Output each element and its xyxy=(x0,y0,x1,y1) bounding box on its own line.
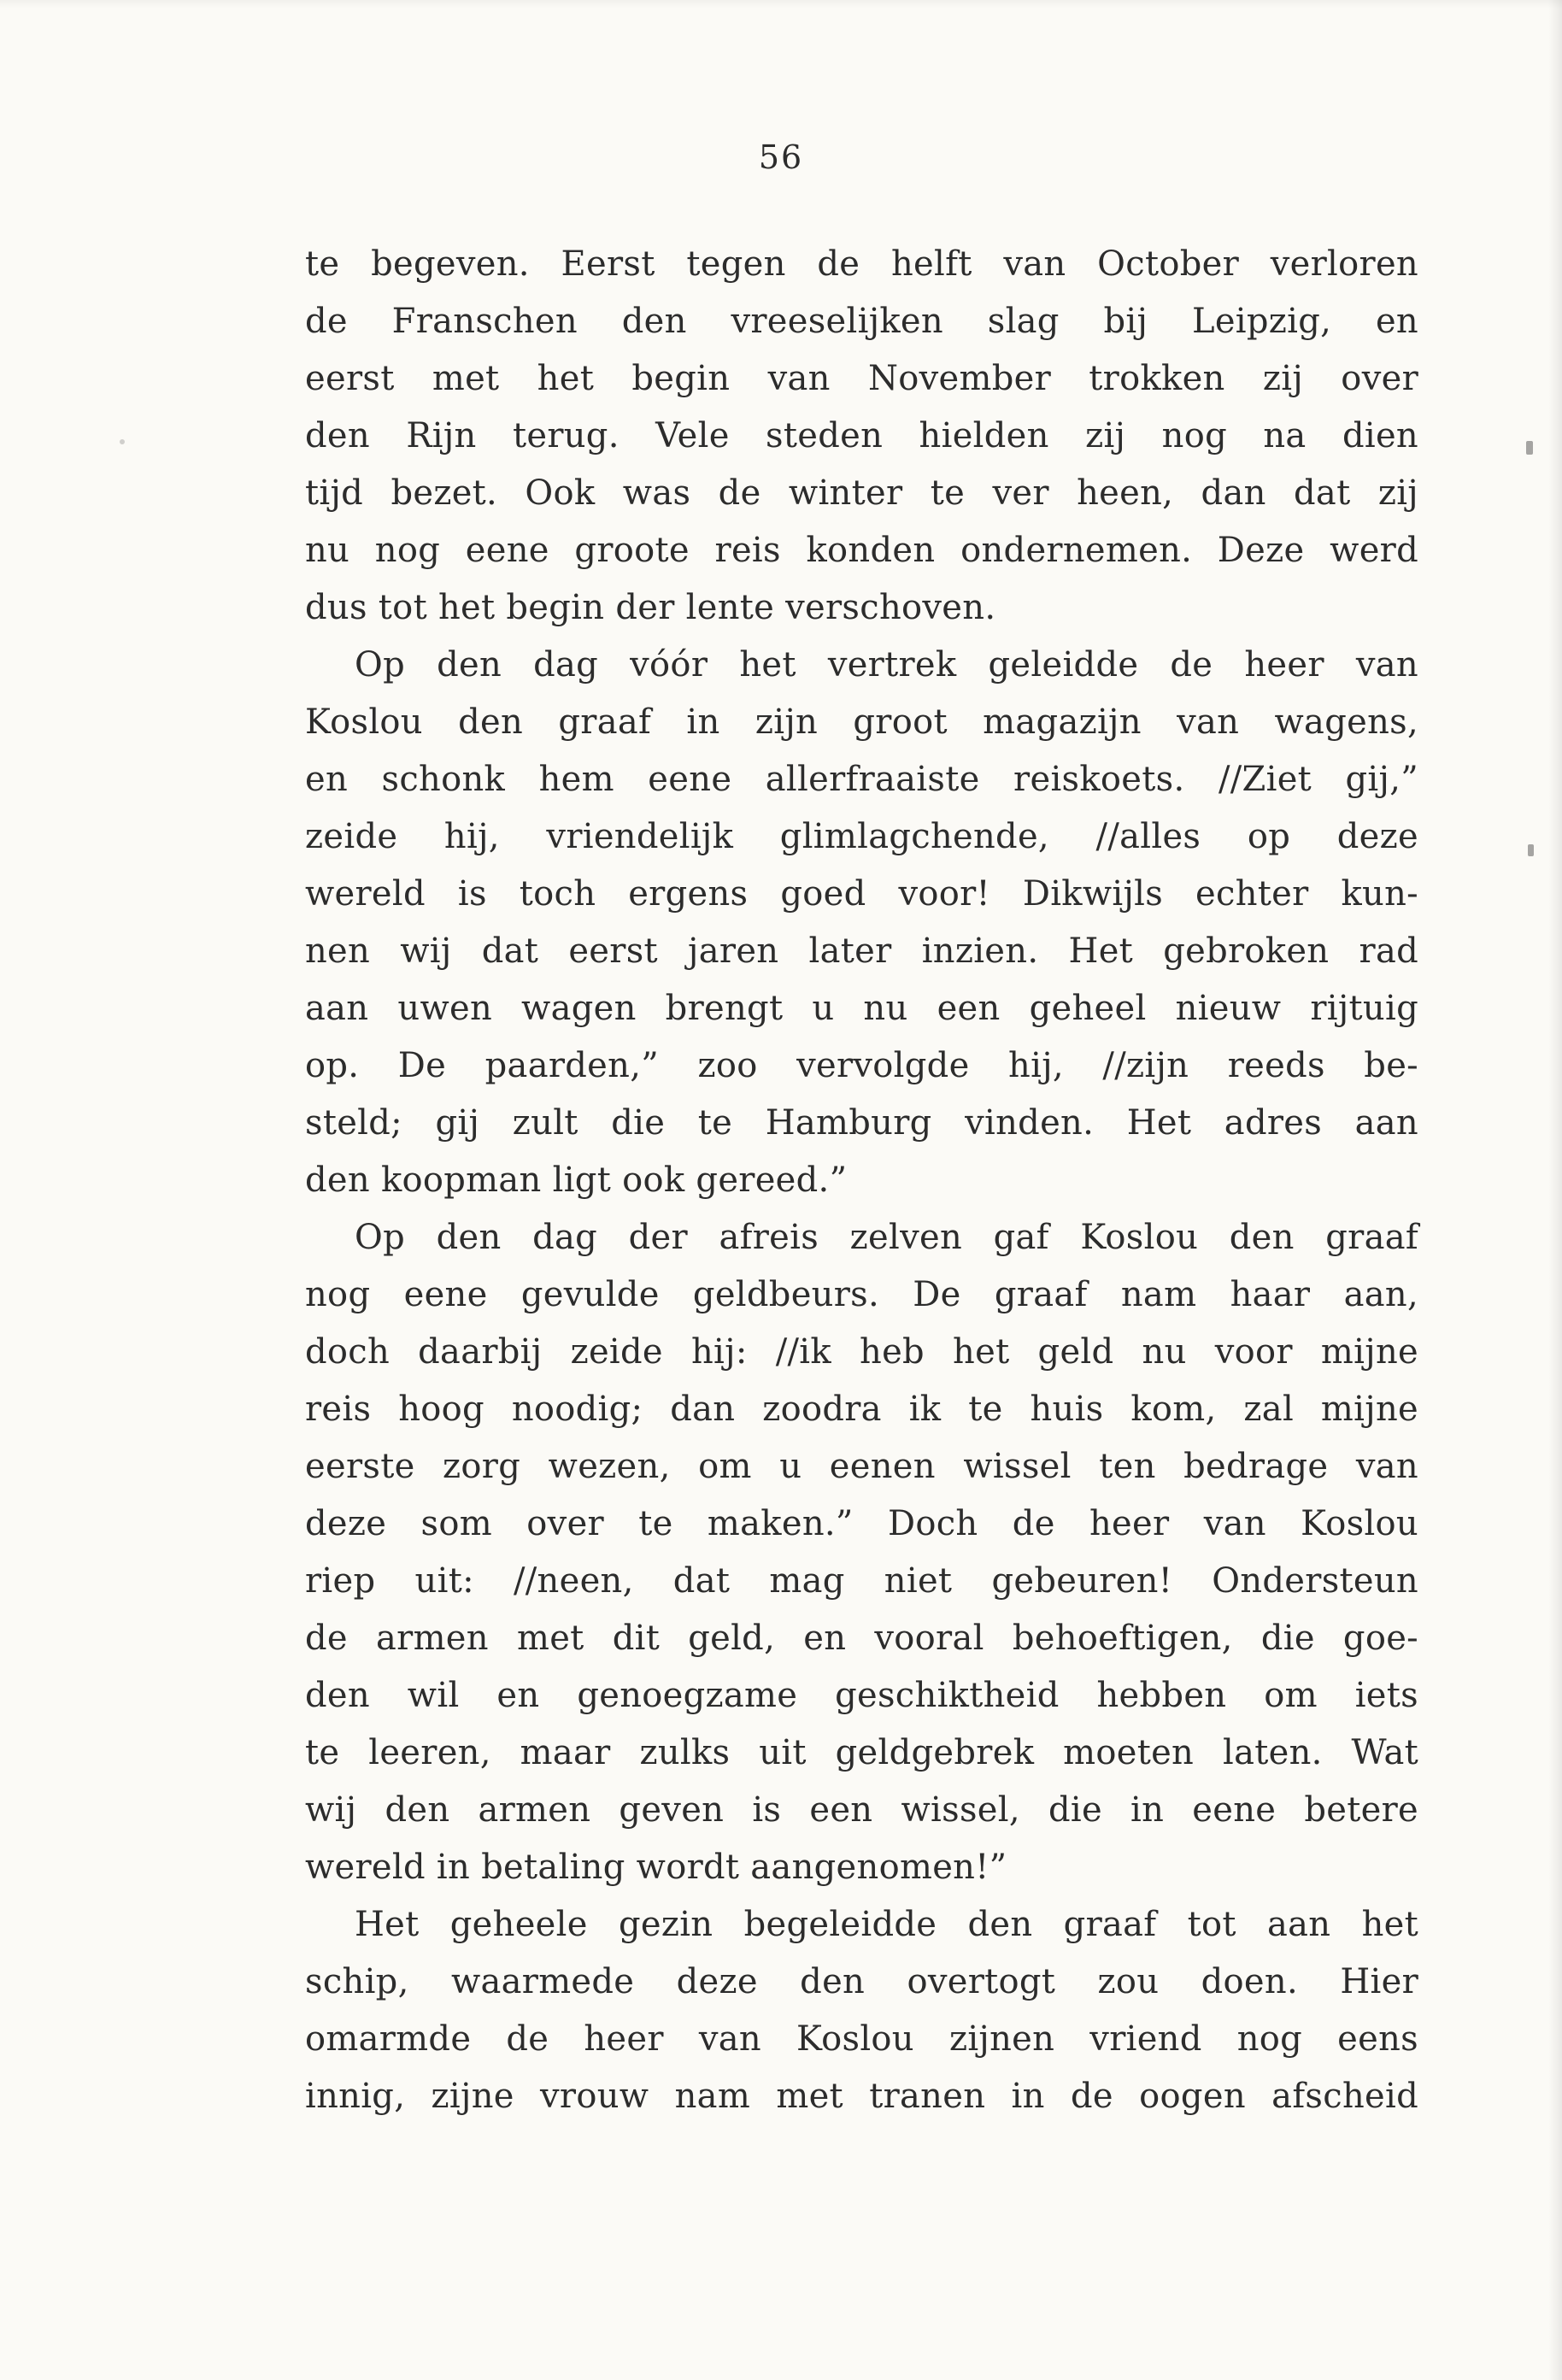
text-line: te leeren, maar zulks uit geldgebrek moeten laten. Wat xyxy=(305,1733,1418,1772)
text-line: Op den dag der afreis zelven gaf Koslou den graaf xyxy=(355,1218,1418,1257)
text-line: te begeven. Eerst tegen de helft van October verloren xyxy=(305,244,1418,284)
scan-artifact xyxy=(1526,441,1533,455)
text-line: de Franschen den vreeselijken slag bij Leipzig, en xyxy=(305,302,1418,341)
text-line: Op den dag vóór het vertrek geleidde de heer van xyxy=(355,645,1418,685)
text-line: Koslou den graaf in zijn groot magazijn van wagens, xyxy=(305,702,1418,742)
text-block xyxy=(305,236,1418,2125)
text-line: aan uwen wagen brengt u nu een geheel nieuw rijtuig xyxy=(305,989,1418,1028)
scan-edge-shadow-top xyxy=(0,0,1562,9)
text-line: den koopman ligt ook gereed.” xyxy=(305,1161,848,1200)
text-line: riep uit: //neen, dat mag niet gebeuren! Ondersteun xyxy=(305,1561,1418,1601)
text-line: nog eene gevulde geldbeurs. De graaf nam haar aan, xyxy=(305,1275,1418,1314)
text-line: Het geheele gezin begeleidde den graaf tot aan het xyxy=(355,1905,1418,1944)
text-line: wereld is toch ergens goed voor! Dikwijls echter kun- xyxy=(305,874,1418,914)
text-line: wij den armen geven is een wissel, die in eene betere xyxy=(305,1790,1418,1830)
text-line: wereld in betaling wordt aangenomen!” xyxy=(305,1848,1007,1887)
text-line: eerst met het begin van November trokken zij over xyxy=(305,359,1418,398)
text-line: dus tot het begin der lente verschoven. xyxy=(305,588,996,627)
text-line: op. De paarden,” zoo vervolgde hij, //zijn reeds be- xyxy=(305,1046,1418,1085)
page-number: 56 xyxy=(758,138,804,176)
text-line: eerste zorg wezen, om u eenen wissel ten bedrage van xyxy=(305,1447,1418,1486)
text-line: schip, waarmede deze den overtogt zou doen. Hier xyxy=(305,1962,1418,2001)
text-line: tijd bezet. Ook was de winter te ver heen, dan dat zij xyxy=(305,473,1418,513)
text-line: steld; gij zult die te Hamburg vinden. Het adres aan xyxy=(305,1103,1418,1143)
text-line: den Rijn terug. Vele steden hielden zij nog na dien xyxy=(305,416,1418,455)
scan-artifact xyxy=(1528,844,1534,856)
text-line: innig, zijne vrouw nam met tranen in de oogen afscheid xyxy=(305,2077,1418,2116)
text-line: den wil en genoegzame geschiktheid hebben om iets xyxy=(305,1676,1418,1715)
text-line: reis hoog noodig; dan zoodra ik te huis kom, zal mijne xyxy=(305,1390,1418,1429)
scan-edge-shadow-right xyxy=(1548,0,1562,2380)
text-line: en schonk hem eene allerfraaiste reiskoets. //Ziet gij,” xyxy=(305,760,1418,799)
text-line: deze som over te maken.” Doch de heer van Koslou xyxy=(305,1504,1418,1543)
text-line: nu nog eene groote reis konden ondernemen. Deze werd xyxy=(305,531,1418,570)
text-line: nen wij dat eerst jaren later inzien. Het gebroken rad xyxy=(305,931,1418,971)
scan-artifact xyxy=(120,439,125,444)
text-line: doch daarbij zeide hij: //ik heb het geld nu voor mijne xyxy=(305,1332,1418,1372)
text-line: de armen met dit geld, en vooral behoeftigen, die goe- xyxy=(305,1619,1418,1658)
text-line: omarmde de heer van Koslou zijnen vriend nog eens xyxy=(305,2019,1418,2059)
text-line: zeide hij, vriendelijk glimlagchende, //alles op deze xyxy=(305,817,1418,856)
